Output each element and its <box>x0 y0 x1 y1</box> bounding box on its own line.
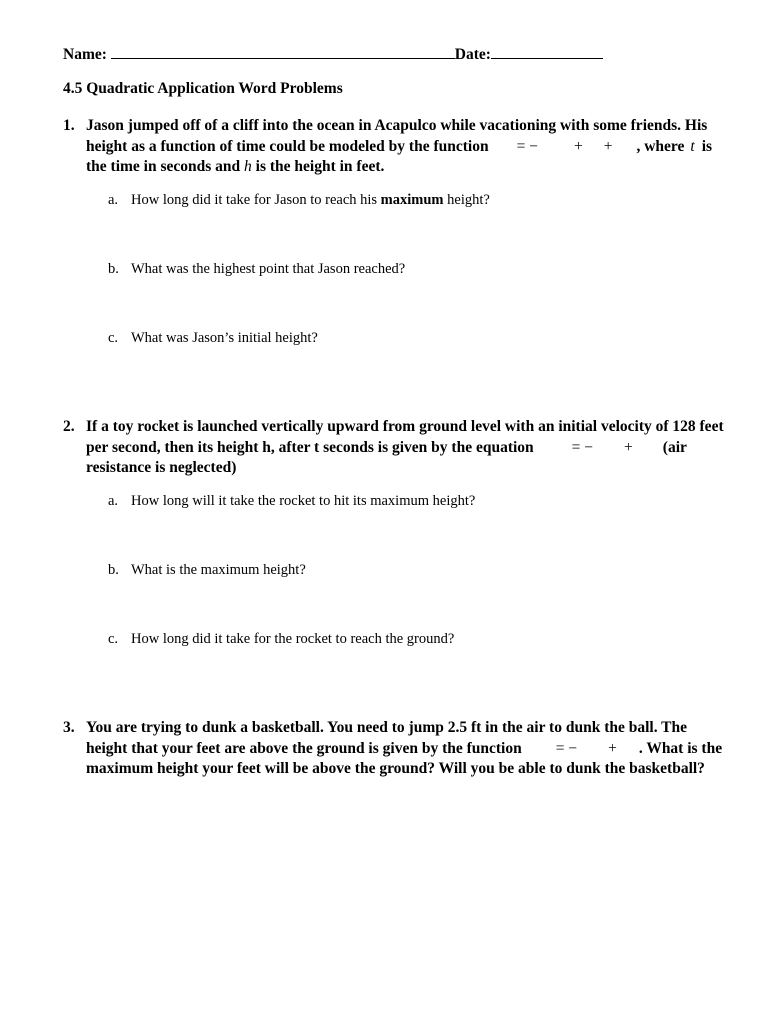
date-blank <box>491 44 603 59</box>
subquestion-text: How long did it take for Jason to reach his <box>131 192 378 208</box>
problem-number: 3. <box>63 719 75 736</box>
subquestion-1a <box>108 192 490 209</box>
variable-h: h <box>244 158 252 175</box>
subquestion-text: What is the maximum height? <box>131 562 306 578</box>
emphasis-text: maximum <box>380 192 444 208</box>
subquestion-letter: c. <box>108 330 119 346</box>
problem-text: height that your feet are above the ground is given by the function <box>86 739 522 757</box>
equation-symbol: + <box>573 137 583 155</box>
problem-number: 2. <box>63 418 75 435</box>
problem-text-line: If a toy rocket is launched vertically upward from ground level with an initial velocity of 128 feet <box>86 418 724 435</box>
problem-text-line <box>86 739 722 760</box>
worksheet-title: 4.5 Quadratic Application Word Problems <box>63 80 343 97</box>
equation-symbol: = − <box>555 739 578 757</box>
subquestion-letter: a. <box>108 493 119 509</box>
subquestion-letter: c. <box>108 631 119 647</box>
problem-text-line <box>86 157 384 178</box>
equation-symbol: + <box>603 137 613 155</box>
problem-text: the time in seconds and <box>86 158 241 175</box>
problem-text-line: You are trying to dunk a basketball. You need to jump 2.5 ft in the air to dunk the ball. The <box>86 719 688 736</box>
problem-text: (air <box>662 438 687 456</box>
subquestion-1c <box>108 330 318 347</box>
problem-text-line: resistance is neglected) <box>86 459 237 476</box>
problem-text: per second, then its height h, after t seconds is given by the equation <box>86 438 534 456</box>
name-blank <box>111 44 455 59</box>
subquestion-letter: b. <box>108 261 119 277</box>
problem-text-line: maximum height your feet will be above the ground? Will you be able to dunk the basketball? <box>86 760 705 777</box>
subquestion-2c <box>108 631 454 648</box>
header <box>63 44 603 64</box>
problem-text: height as a function of time could be modeled by the function <box>86 137 489 155</box>
subquestion-text: What was Jason’s initial height? <box>131 330 318 346</box>
problem-text: is <box>701 137 713 155</box>
problem-text: . What is the <box>638 739 723 757</box>
equation-symbol: + <box>608 739 617 757</box>
problem-text-line <box>86 137 712 158</box>
equation-symbol: = − <box>516 137 538 155</box>
subquestion-1b <box>108 261 405 278</box>
equation-symbol: + <box>624 438 633 456</box>
problem-text-line <box>86 438 687 459</box>
subquestion-text: How long will it take the rocket to hit its maximum height? <box>131 493 476 509</box>
problem-text: , where <box>636 137 685 155</box>
problem-text-line: Jason jumped off of a cliff into the ocean in Acapulco while vacationing with some friends. His <box>86 117 708 134</box>
subquestion-2b <box>108 562 306 579</box>
problem-text: is the height in feet. <box>255 158 385 175</box>
problem-number: 1. <box>63 117 75 134</box>
subquestion-letter: a. <box>108 192 119 208</box>
variable-t: t <box>690 137 695 155</box>
subquestion-text: How long did it take for the rocket to reach the ground? <box>131 631 455 647</box>
subquestion-text: height? <box>447 192 490 208</box>
equation-symbol: = − <box>571 438 594 456</box>
subquestion-text: What was the highest point that Jason reached? <box>131 261 406 277</box>
subquestion-2a <box>108 493 475 510</box>
date-label: Date: <box>454 46 491 63</box>
subquestion-letter: b. <box>108 562 119 578</box>
name-label: Name: <box>63 46 107 63</box>
